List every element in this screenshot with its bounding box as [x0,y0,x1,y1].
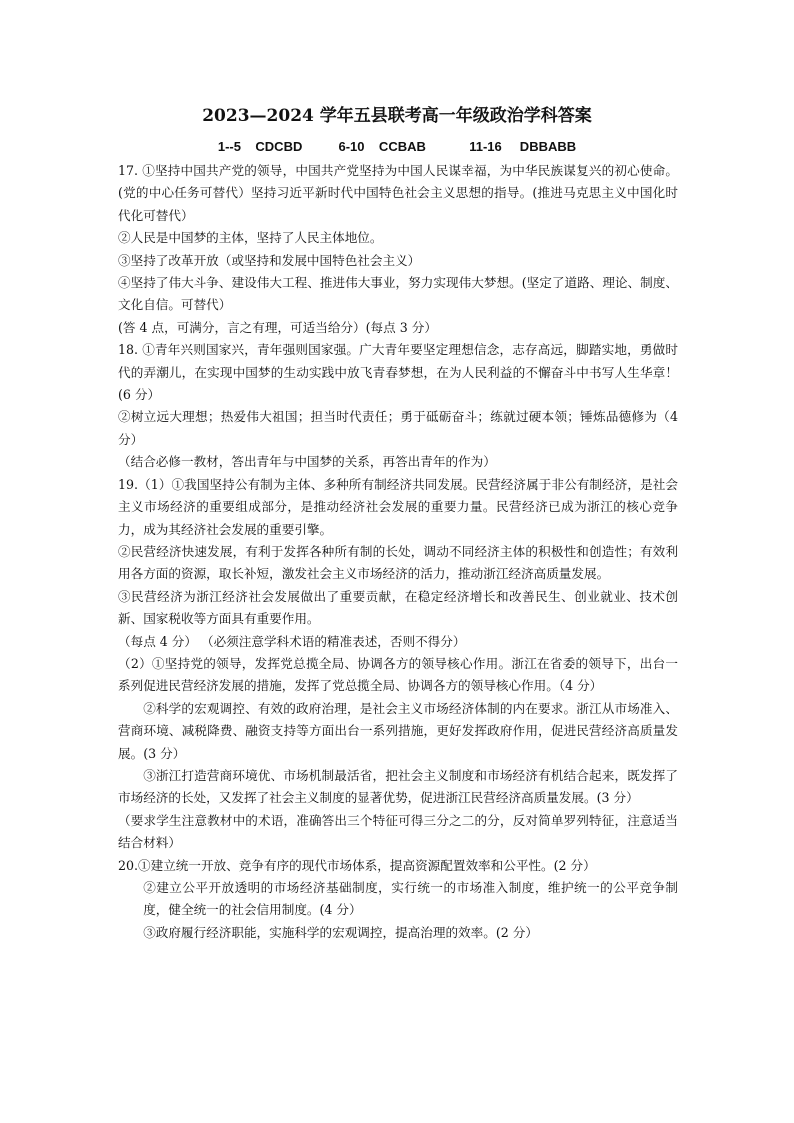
q18-point-1: 18. ①青年兴则国家兴，青年强则国家强。广大青年要坚定理想信念，志存高远，脚踏实地，勇做时代的弄潮儿，在实现中国梦的生动实践中放飞青春梦想，在为人民利益的不懈奋斗中书写人生华章！(6 分） [118,342,678,403]
q19-2-scoring-note: （要求学生注意教材中的术语，准确答出三个特征可得三分之二的分，反对简单罗列特征，注意适当结合材料） [118,812,678,851]
q20-point-1: 20.①建立统一开放、竞争有序的现代市场体系，提高资源配置效率和公平性。(2 分） [118,857,596,873]
q19-1-point-1: 19.（1）①我国坚持公有制为主体、多种所有制经济共同发展。民营经济属于非公有制经济，是社会主义市场经济的重要组成部分，是推动经济社会发展的重要力量。民营经济已成为浙江的核心竞争力，成为其经济社会发展的重要引擎。 [118,476,678,537]
q20-point-2: ②建立公平开放透明的市场经济基础制度，实行统一的市场准入制度，维护统一的公平竞争制度，健全统一的社会信用制度。(4 分） [143,880,678,918]
q19-2-point-1: （2）①坚持党的领导，发挥党总揽全局、协调各方的领导核心作用。浙江在省委的领导下，出台一系列促进民营经济发展的措施，发挥了党总揽全局、协调各方的领导核心作用。（4 分） [118,655,678,694]
answer-body [118,160,678,944]
q19-2-point-2: ②科学的宏观调控、有效的政府治理，是社会主义市场经济体制的内在要求。浙江从市场准入、营商环境、减税降费、融资支持等方面出台一系列措施，更好发挥政府作用，促进民营经济高质量发展。(3 分） [118,700,678,761]
q17-point-3: ③坚持了改革开放（或坚持和发展中国特色社会主义） [118,252,421,268]
q20-point-3: ③政府履行经济职能，实施科学的宏观调控，提高治理的效率。(2 分） [143,924,538,940]
q17-scoring-note: (答 4 点，可满分，言之有理，可适当给分）(每点 3 分） [118,319,437,335]
q18-scoring-note: （结合必修一教材，答出青年与中国梦的关系，再答出青年的作为） [118,454,496,470]
q19-1-scoring-note: （每点 4 分） （必须注意学科术语的精准表述，否则不得分） [118,633,466,649]
q17-point-2: ②人民是中国梦的主体，坚持了人民主体地位。 [118,230,383,246]
q17-point-4: ④坚持了伟大斗争、建设伟大工程、推进伟大事业，努力实现伟大梦想。(坚定了道路、理论、制度、文化自信。可替代） [118,275,678,313]
document-title: 2023—2024 学年五县联考高一年级政治学科答案 [202,106,592,126]
q19-2-point-3: ③浙江打造营商环境优、市场机制最活省，把社会主义制度和市场经济有机结合起来，既发挥了市场经济的长处，又发挥了社会主义制度的显著优势，促进浙江民营经济高质量发展。(3 分） [118,767,678,806]
q19-1-point-3: ③民营经济为浙江经济社会发展做出了重要贡献，在稳定经济增长和改善民生、创业就业、技术创新、国家税收等方面具有重要作用。 [118,588,678,627]
choice-answers: 1--5 CDCBD 6-10 CCBAB 11-16 DBBABB [217,139,577,154]
q18-point-2: ②树立远大理想；热爱伟大祖国；担当时代责任；勇于砥砺奋斗；练就过硬本领；锤炼品德修为（4 分） [118,409,678,447]
q17-point-1: 17. ①坚持中国共产党的领导，中国共产党坚持为中国人民谋幸福，为中华民族谋复兴的初心使命。(党的中心任务可替代）坚持习近平新时代中国特色社会主义思想的指导。(推进马克思主义中国化时代化可替代） [118,163,678,223]
q19-1-point-2: ②民营经济快速发展，有利于发挥各种所有制的长处，调动不同经济主体的积极性和创造性；有效利用各方面的资源，取长补短，激发社会主义市场经济的活力，推动浙江经济高质量发展。 [118,543,678,582]
